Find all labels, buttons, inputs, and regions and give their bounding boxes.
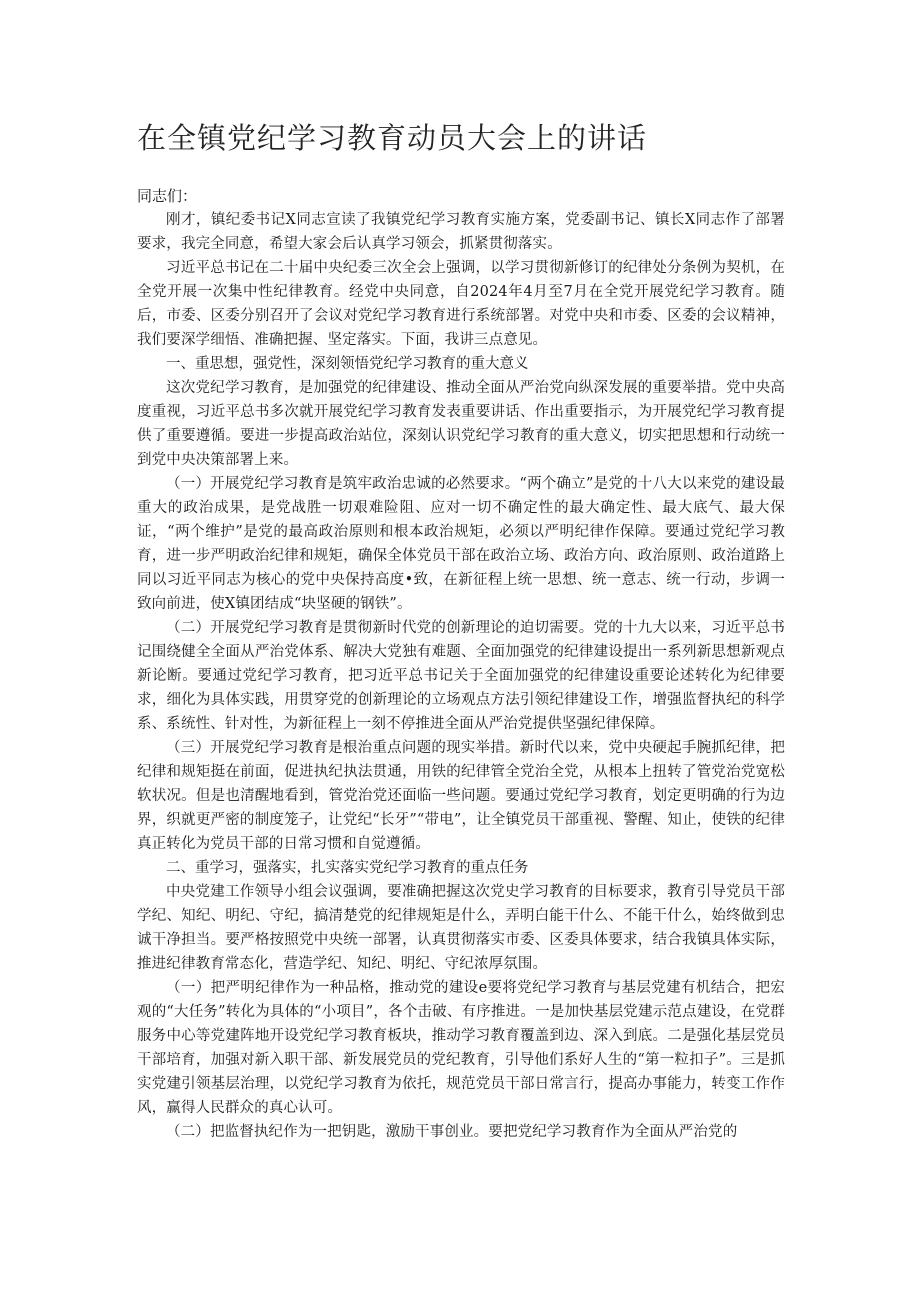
section-heading-2: 二、重学习，强落实，扎实落实党纪学习教育的重点任务 — [166, 860, 529, 876]
paragraph-section-1-point-1: （一）开展党纪学习教育是筑牢政治忠诚的必然要求。“两个确立”是党的十八大以来党的建设最重大的政治成果，是党战胜一切艰难险阻、应对一切不确定性的最大确定性、最大底气、最大保证，“两个维护”是党的最高政治原则和根本政治规矩，必须以严明纪律作保障。要通过党纪学习教育，进一步严明政治纪律和规矩，确保全体党员干部在政治立场、政治方向、政治原则、政治道路上同以习近平同志为核心的党中央保持高度•致，在新征程上统一思想、统一意志、统一行动，步调一致向前进，使X镇团结成“块坚硬的钢铁”。 — [137, 476, 785, 612]
section-heading-1: 一、重思想，强党性，深刻领悟党纪学习教育的重大意义 — [166, 356, 529, 372]
document-page — [137, 118, 785, 1144]
paragraph-section-2-point-2: （二）把监督执纪作为一把钥匙，激励干事创业。要把党纪学习教育作为全面从严治党的 — [166, 1124, 738, 1140]
paragraph-section-1-point-3: （三）开展党纪学习教育是根治重点问题的现实举措。新时代以来，党中央硬起手腕抓纪律，把纪律和规矩挺在前面，促进执纪执法贯通，用铁的纪律管全党治全党，从根本上扭转了管党治党宽松软状况。但是也清醒地看到，管党治党还面临一些问题。要通过党纪学习教育，划定更明确的行为边界，织就更严密的制度笼子，让党纪“长牙”“带电”，让全镇党员干部重视、警醒、知止，使铁的纪律真正转化为党员干部的日常习惯和自觉遵循。 — [137, 740, 785, 852]
paragraph-section-1-intro: 这次党纪学习教育，是加强党的纪律建设、推动全面从严治党向纵深发展的重要举措。党中央高度重视，习近平总书多次就开展党纪学习教育发表重要讲话、作出重要指示，为开展党纪学习教育提供了重要遵循。要进一步提高政治站位，深刻认识党纪学习教育的重大意义，切实把思想和行动统一到党中央决策部署上来。 — [137, 380, 785, 468]
paragraph-section-2-intro: 中央党建工作领导小组会议强调，要准确把握这次党史学习教育的目标要求，教育引导党员干部学纪、知纪、明纪、守纪，搞清楚党的纪律规矩是什么，弄明白能干什么、不能干什么，始终做到忠诚干净担当。要严格按照党中央统一部署，认真贯彻落实市委、区委具体要求，结合我镇具体实际，推进纪律教育常态化，营造学纪、知纪、明纪、守纪浓厚氛围。 — [137, 884, 785, 972]
paragraph-section-1-point-2: （二）开展党纪学习教育是贯彻新时代党的创新理论的迫切需要。党的十九大以来，习近平总书记围绕健全全面从严治党体系、解决大党独有难题、全面加强党的纪律建设提出一系列新思想新观点新论断。要通过党纪学习教育，把习近平总书记关于全面加强党的纪律建设重要论述转化为纪律要求，细化为具体实践，用贯穿党的创新理论的立场观点方法引领纪律建设工作，增强监督执纪的科学系、系统性、针对性，为新征程上一刻不停推进全面从严治党提供坚强纪律保障。 — [137, 620, 785, 732]
paragraph-opening: 刚才，镇纪委书记X同志宣读了我镇党纪学习教育实施方案，党委副书记、镇长X同志作了部署要求，我完全同意，希望大家会后认真学习领会，抓紧贯彻落实。 — [137, 212, 785, 252]
document-title: 在全镇党纪学习教育动员大会上的讲话 — [137, 121, 648, 155]
paragraph-background: 习近平总书记在二十届中央纪委三次全会上强调，以学习贯彻新修订的纪律处分条例为契机，在全党开展一次集中性纪律教育。经党中央同意，自2024年4月至7月在全党开展党纪学习教育。随后，市委、区委分别召开了会议对党纪学习教育进行系统部署。对党中央和市委、区委的会议精神，我们要深学细悟、准确把握、坚定落实。下面，我讲三点意见。 — [137, 260, 785, 348]
greeting: 同志们： — [137, 187, 198, 205]
paragraph-section-2-point-1: （一）把严明纪律作为一种品格，推动党的建设e要将党纪学习教育与基层党建有机结合，把宏观的“大任务”转化为具体的“小项目”，各个击破、有序推进。一是加快基层党建示范点建设，在党群服务中心等党建阵地开设党纪学习教育板块，推动学习教育覆盖到边、深入到底。二是强化基层党员干部培育，加强对新入职干部、新发展党员的党纪教育，引导他们系好人生的“第一粒扣子”。三是抓实党建引领基层治理，以党纪学习教育为依托，规范党员干部日常言行，提高办事能力，转变工作作风，赢得人民群众的真心认可。 — [137, 980, 785, 1116]
